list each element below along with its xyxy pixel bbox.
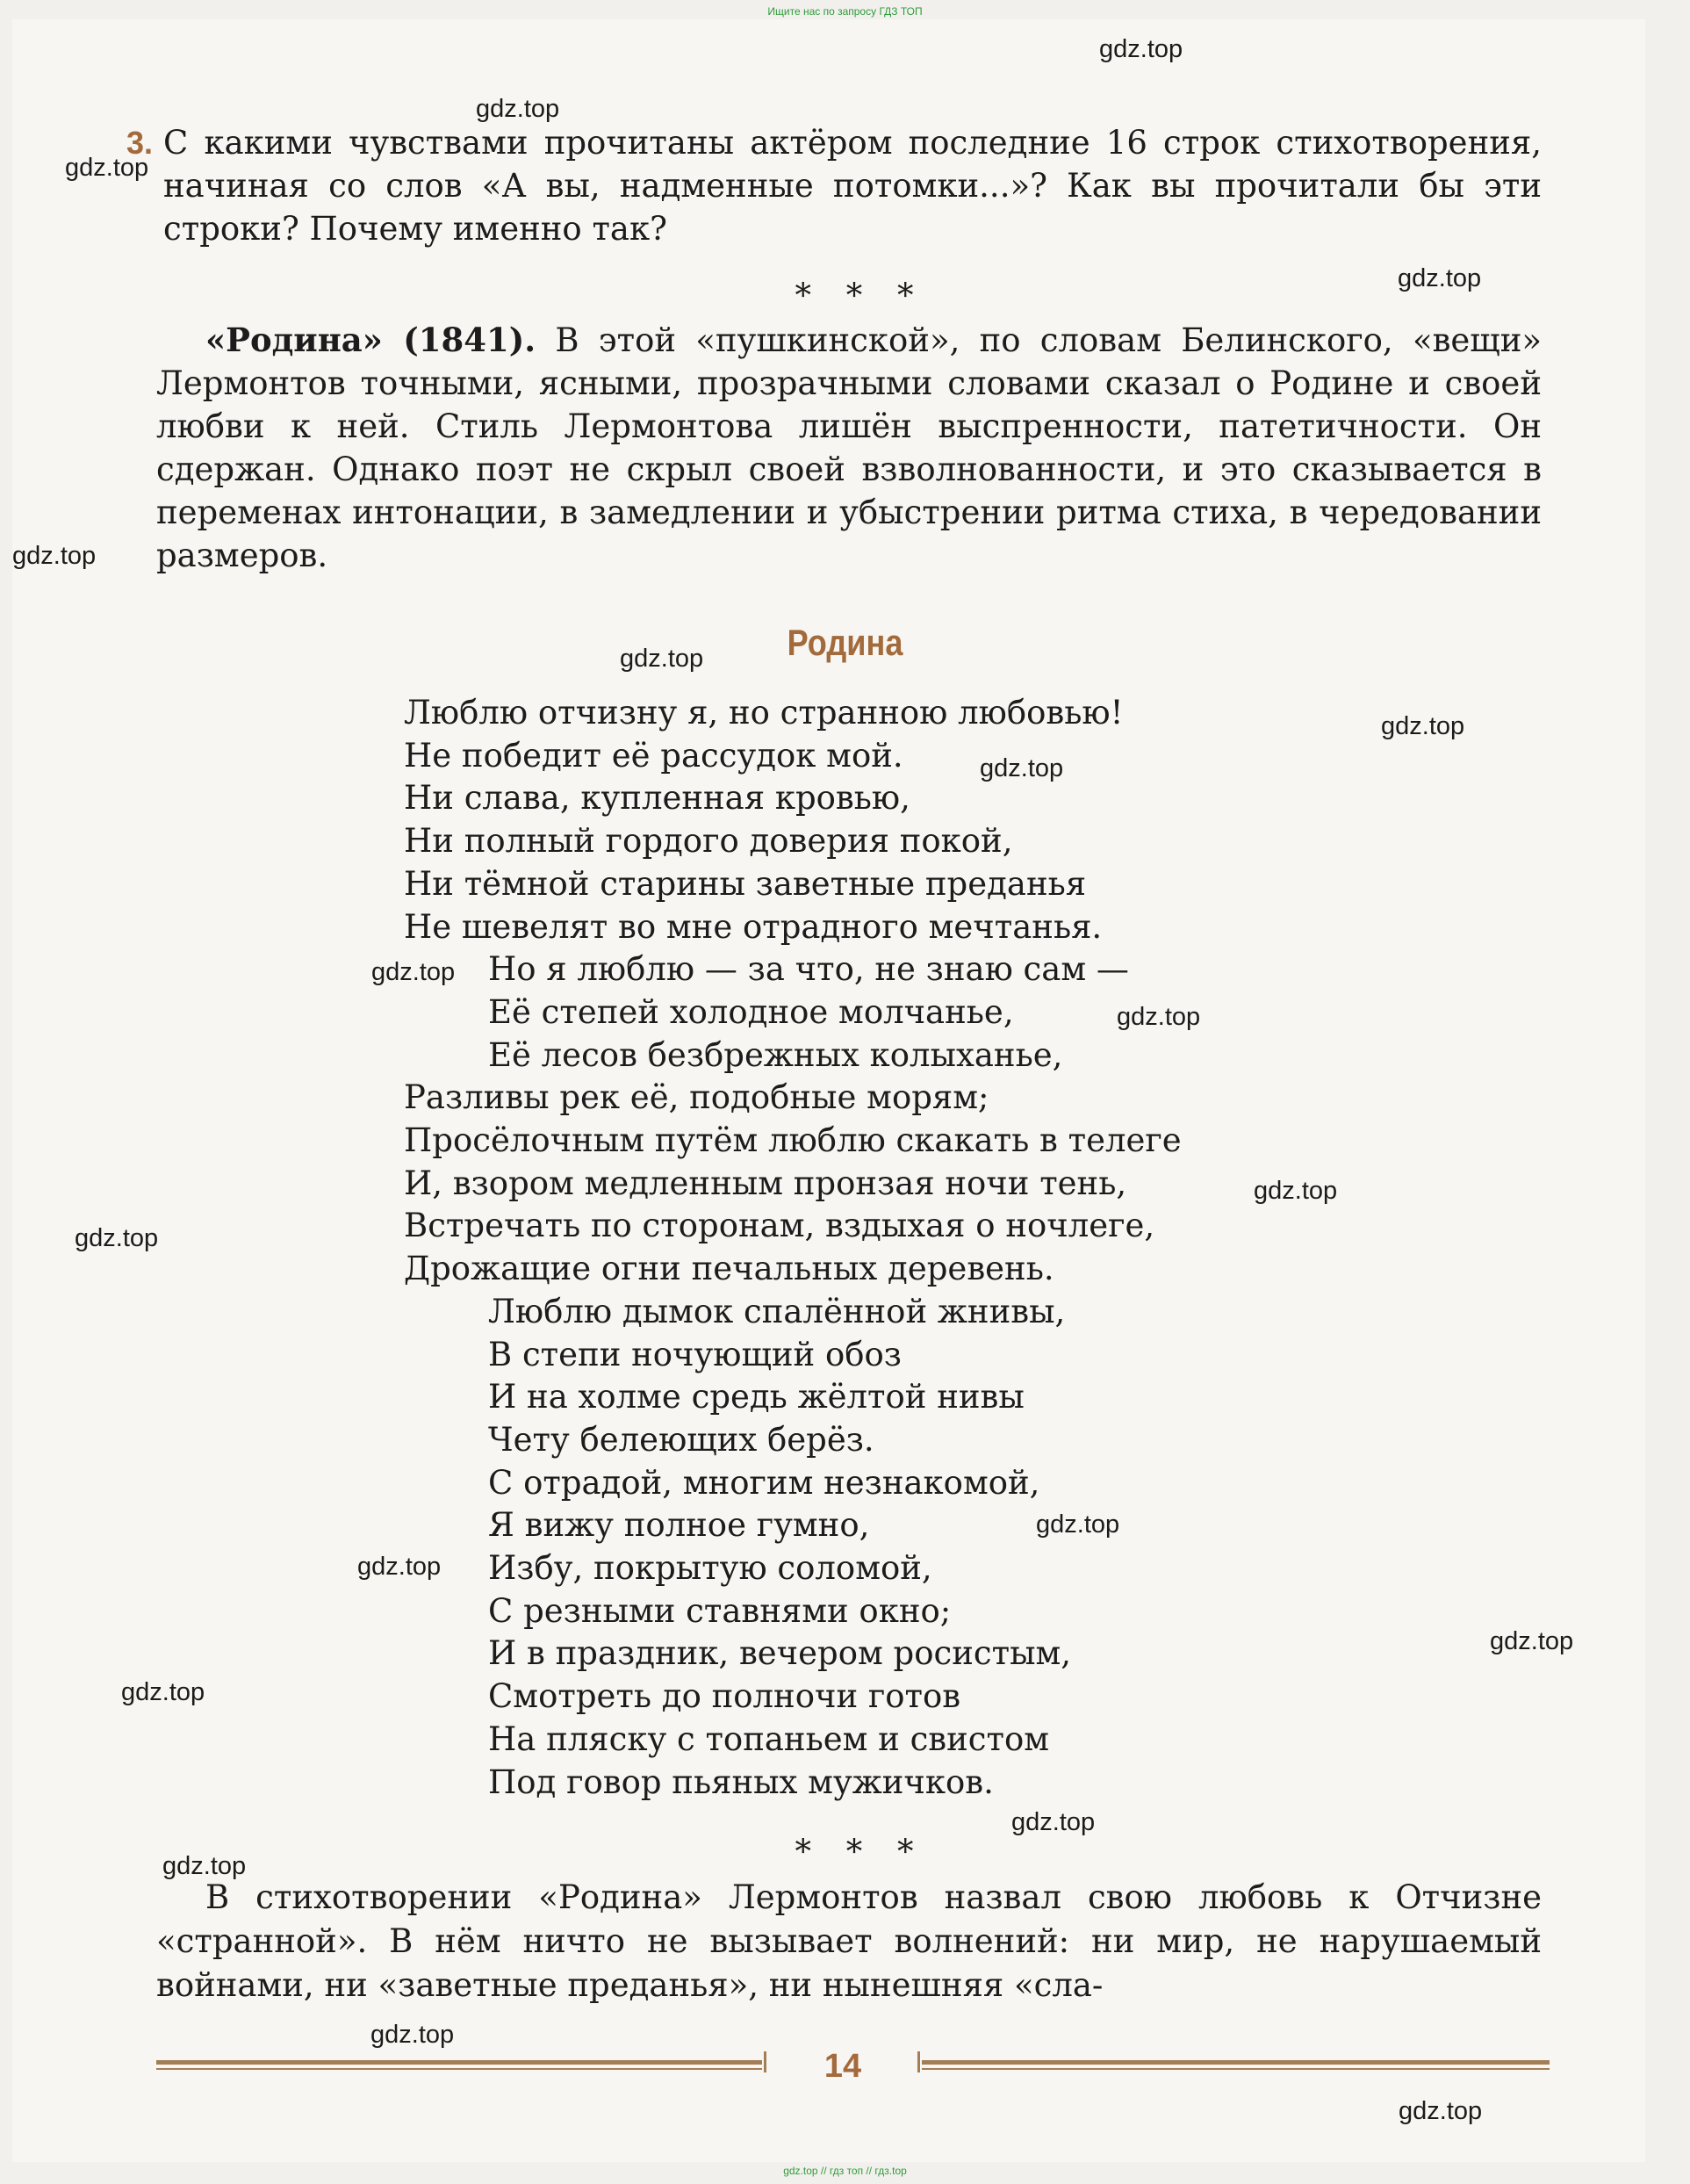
watermark: gdz.top [1398, 264, 1482, 292]
footer-rule-tick-left [764, 2051, 766, 2072]
intro-text: В этой «пушкинской», по словам Белинского, «вещи» Лермонтов точными, ясными, прозрачными словами сказал о Родине и своей любви к ней. Стиль Лермонтова лишён выспренности, патетичности. Он сдержан. Однако поэт не скрыл своей взволнованности, и это сказывается в переменах интонации, в замедлении и убыстрении ритма стиха, в чередовании размеров. [156, 321, 1542, 574]
separator: * * * [795, 277, 926, 314]
poem-title: Родина [787, 622, 903, 663]
poem-line: И, взором медленным пронзая ночи тень, [404, 1164, 1127, 1202]
bottom-ad-text[interactable]: gdz.top // гдз топ // гдз.top [783, 2165, 907, 2177]
watermark: gdz.top [1099, 35, 1183, 63]
watermark: gdz.top [476, 95, 560, 123]
watermark: gdz.top [620, 645, 704, 673]
watermark: gdz.top [371, 958, 456, 986]
watermark: gdz.top [1117, 1003, 1201, 1031]
poem-line: И на холме средь жёлтой нивы [488, 1378, 1025, 1416]
poem-line: Люблю дымок спалённой жнивы, [488, 1292, 1066, 1330]
separator: * * * [795, 1833, 926, 1870]
poem-line: Ни слава, купленная кровью, [404, 779, 910, 818]
poem-line: Ни полный гордого доверия покой, [404, 822, 1013, 861]
poem-line: Не шевелят во мне отрадного мечтанья. [404, 907, 1103, 946]
poem-line: Смотреть до полночи готов [488, 1677, 961, 1716]
watermark: gdz.top [162, 1852, 247, 1880]
intro-bold-title: «Родина» (1841). [205, 321, 536, 359]
poem-line: Но я люблю — за что, не знаю сам — [488, 950, 1129, 989]
watermark: gdz.top [121, 1678, 205, 1706]
outro-paragraph: В стихотворении «Родина» Лермонтов назвал свою любовь к Отчизне «странной». В нём ничто не вызывает волнений: ни мир, не нарушаемый войнами, ни «заветные преданья», ни нынешняя «сла- [156, 1878, 1542, 2004]
poem-line: Встречать по сторонам, вздыхая о ночлеге, [404, 1207, 1155, 1245]
poem-line: Я вижу полное гумно, [488, 1506, 870, 1545]
watermark: gdz.top [1381, 712, 1465, 740]
footer-rule-right [922, 2060, 1550, 2065]
poem-line: Её степей холодное молчанье, [488, 992, 1014, 1031]
poem-line: На пляску с топаньем и свистом [488, 1719, 1050, 1758]
poem-line: Избу, покрытую соломой, [488, 1549, 932, 1588]
poem-line: И в праздник, вечером росистым, [488, 1634, 1072, 1673]
footer-rule-left [156, 2060, 762, 2065]
poem-line: С резными ставнями окно; [488, 1591, 952, 1630]
poem [404, 692, 1182, 1804]
poem-line: Ни тёмной старины заветные преданья [404, 864, 1087, 903]
watermark: gdz.top [75, 1224, 159, 1252]
watermark: gdz.top [65, 154, 149, 182]
footer-rule-tick-right [917, 2051, 920, 2072]
footer-rule-right-thin [922, 2068, 1550, 2070]
poem-line: Не победит её рассудок мой. [404, 736, 903, 775]
poem-line: Её лесов безбрежных колыханье, [488, 1035, 1063, 1074]
watermark: gdz.top [12, 542, 97, 570]
page-number: 14 [823, 2048, 862, 2085]
watermark: gdz.top [1490, 1627, 1574, 1655]
poem-line: Разливы рек её, подобные морям; [404, 1078, 989, 1117]
watermark: gdz.top [1399, 2097, 1483, 2125]
question-number: 3. [126, 125, 154, 161]
poem-line: Под говор пьяных мужичков. [488, 1762, 994, 1801]
watermark: gdz.top [1011, 1808, 1096, 1836]
watermark: gdz.top [1254, 1177, 1338, 1205]
poem-line: Просёлочным путём люблю скакать в телеге [404, 1121, 1182, 1160]
question-text: С какими чувствами прочитаны актёром последние 16 строк стихотворения, начиная со слов «А вы, надменные потомки...»? Как вы прочитали бы эти строки? Почему именно так? [163, 124, 1542, 248]
poem-line: Дрожащие огни печальных деревень. [404, 1250, 1054, 1288]
poem-line: В степи ночующий обоз [488, 1335, 902, 1373]
poem-line: Чету белеющих берёз. [488, 1420, 874, 1459]
intro-paragraph [156, 319, 1542, 577]
watermark: gdz.top [1036, 1510, 1120, 1539]
watermark: gdz.top [980, 754, 1064, 782]
footer-rule-left-thin [156, 2068, 762, 2070]
question-block [126, 121, 1542, 250]
poem-line: Люблю отчизну я, но странною любовью! [404, 694, 1124, 732]
top-ad-text[interactable]: Ищите нас по запросу ГДЗ ТОП [767, 5, 923, 18]
watermark: gdz.top [357, 1553, 442, 1581]
watermark: gdz.top [370, 2021, 455, 2049]
poem-line: С отрадой, многим незнакомой, [488, 1463, 1040, 1502]
